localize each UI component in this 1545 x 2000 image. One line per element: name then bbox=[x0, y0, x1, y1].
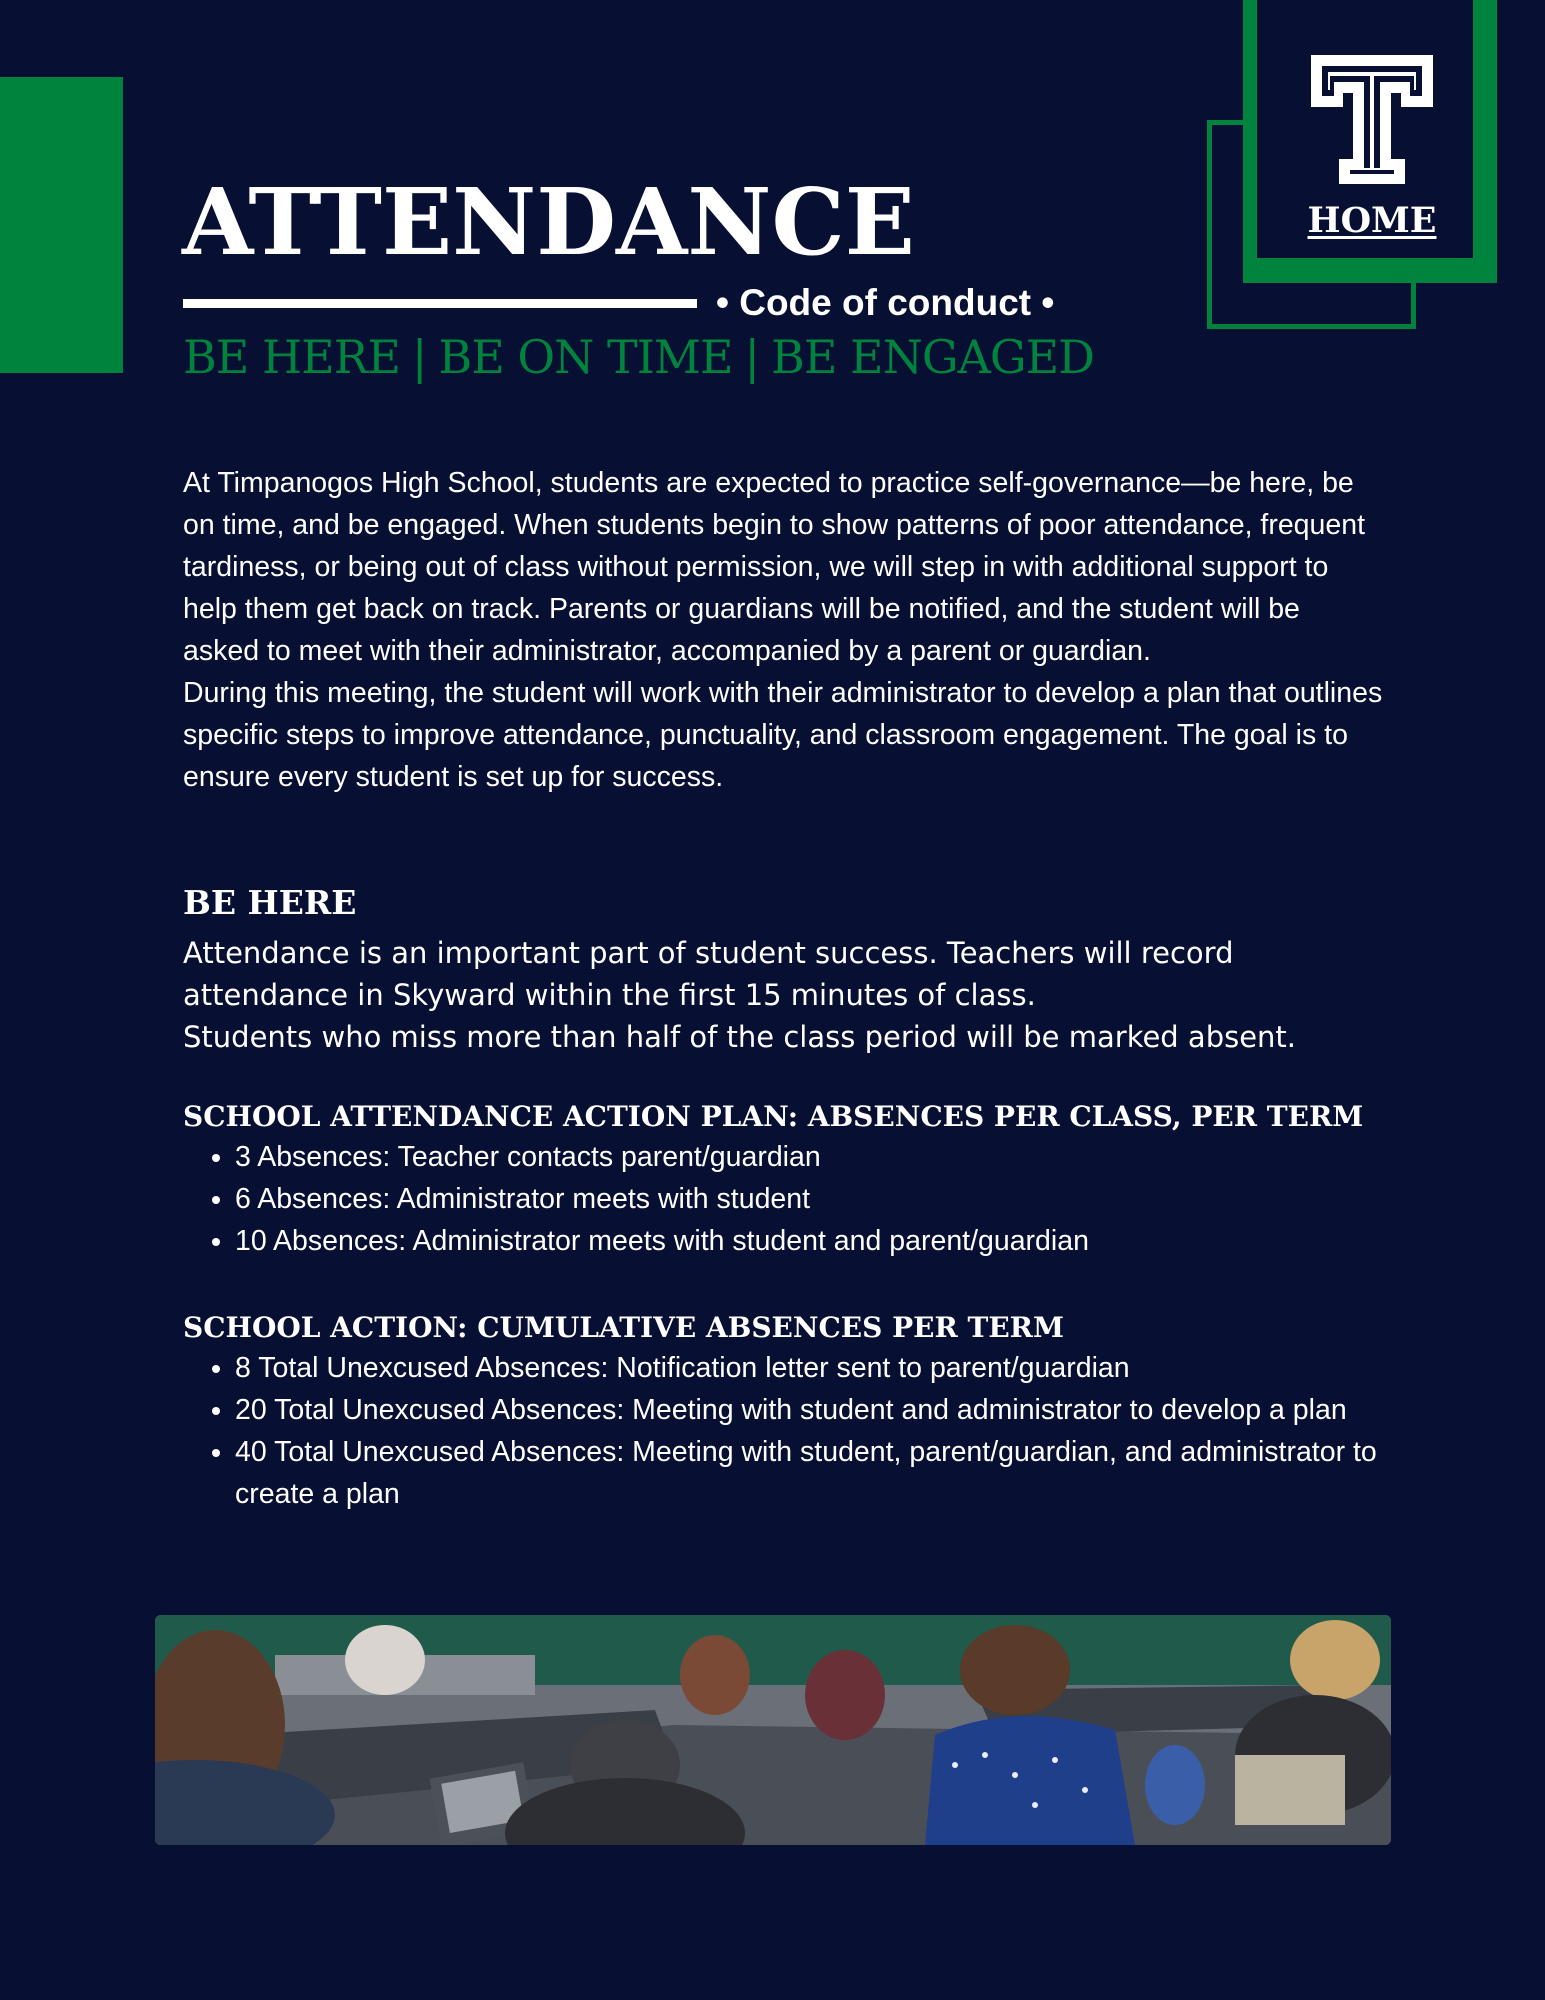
intro-paragraph: During this meeting, the student will work with their administrator to develop a plan that outlines specific steps to improve attendance, punctuality, and classroom engagement. The goal is to ensure every student is set up for success. bbox=[183, 677, 1383, 793]
be-here-line: Students who miss more than half of the class period will be marked absent. bbox=[183, 1020, 1297, 1054]
list-item: • 20 Total Unexcused Absences: Meeting with student and administrator to develop a plan bbox=[235, 1389, 1385, 1431]
be-here-heading: BE HERE bbox=[183, 883, 357, 922]
title-underline bbox=[183, 299, 697, 308]
intro-section bbox=[183, 462, 1383, 798]
home-link[interactable]: HOME bbox=[1307, 200, 1437, 241]
page-title: ATTENDANCE bbox=[182, 168, 915, 276]
tagline bbox=[183, 330, 1094, 384]
list-item: • 10 Absences: Administrator meets with student and parent/guardian bbox=[235, 1220, 1385, 1262]
tagline-be-engaged: BE ENGAGED bbox=[771, 330, 1095, 384]
list-item: • 3 Absences: Teacher contacts parent/guardian bbox=[235, 1136, 1385, 1178]
action-plan-list bbox=[183, 1136, 1385, 1262]
classroom-photo-illustration bbox=[155, 1615, 1391, 1845]
tagline-be-on-time: BE ON TIME bbox=[438, 330, 733, 384]
list-item: • 40 Total Unexcused Absences: Meeting with student, parent/guardian, and administrator to create a plan bbox=[235, 1431, 1385, 1515]
be-here-text bbox=[183, 932, 1383, 1058]
left-accent-bar bbox=[0, 77, 123, 373]
intro-paragraph: At Timpanogos High School, students are expected to practice self-governance—be here, be on time, and be engaged. When students begin to show patterns of poor attendance, frequent tardiness, or being out of class without permission, we will step in with additional support to help them get back on track. Parents or guardians will be notified, and the student will be asked to meet with their administrator, accompanied by a parent or guardian. bbox=[183, 467, 1365, 667]
page-subtitle: • Code of conduct • bbox=[716, 282, 1055, 323]
list-item: • 8 Total Unexcused Absences: Notification letter sent to parent/guardian bbox=[235, 1347, 1385, 1389]
school-t-logo-icon[interactable] bbox=[1310, 54, 1434, 185]
action-plan-heading: SCHOOL ATTENDANCE ACTION PLAN: ABSENCES PER CLASS, PER TERM bbox=[183, 1100, 1364, 1133]
cumulative-heading: SCHOOL ACTION: CUMULATIVE ABSENCES PER TERM bbox=[183, 1311, 1064, 1344]
classroom-photo bbox=[155, 1615, 1391, 1845]
list-item: • 6 Absences: Administrator meets with student bbox=[235, 1178, 1385, 1220]
tagline-be-here: BE HERE bbox=[183, 330, 400, 384]
tagline-separator: | bbox=[411, 330, 427, 384]
tagline-separator: | bbox=[744, 330, 760, 384]
be-here-line: Attendance is an important part of student success. Teachers will record attendance in Skyward within the first 15 minutes of class. bbox=[183, 936, 1234, 1012]
cumulative-list bbox=[183, 1347, 1385, 1515]
